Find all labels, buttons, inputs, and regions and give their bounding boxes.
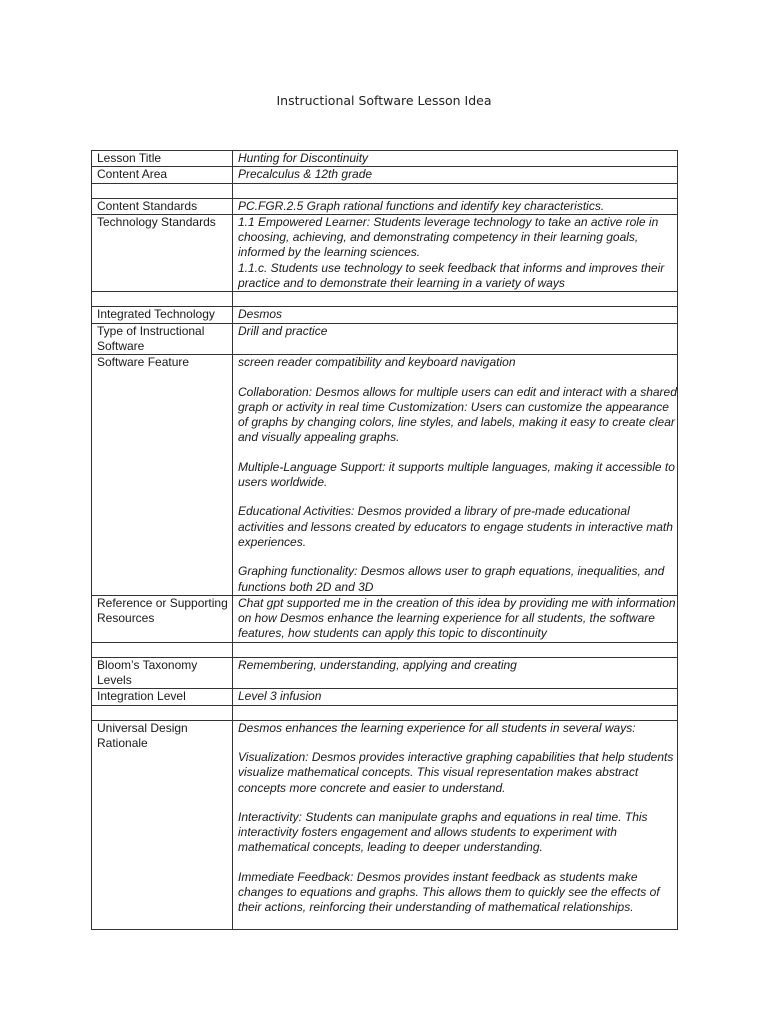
technology-standards-label: Technology Standards [92,214,233,291]
type-of-software-label: Type of Instructional Software [92,323,233,355]
blooms-taxonomy-value: Remembering, understanding, applying and creating [233,657,678,689]
reference-label: Reference or Supporting Resources [92,595,233,642]
blank-row [92,183,678,198]
universal-design-paragraph: Interactivity: Students can manipulate graphs and equations in real time. This interactivity fosters engagement and allows students to experiment with mathematical concepts, leading to deeper understanding. [238,809,648,855]
blank-row [92,705,678,720]
universal-design-value [233,720,678,929]
blank-row [92,642,678,657]
software-feature-label: Software Feature [92,355,233,596]
lesson-title-value: Hunting for Discontinuity [233,151,678,167]
software-feature-paragraph: Multiple-Language Support: it supports multiple languages, making it accessible to users worldwide. [238,459,675,490]
technology-standards-value [233,214,678,291]
content-area-label: Content Area [92,167,233,183]
row-software-feature [92,355,678,596]
software-feature-value [233,355,678,596]
integrated-technology-value: Desmos [233,307,678,323]
universal-design-paragraph: Desmos enhances the learning experience for all students in several ways: [238,720,636,735]
technology-standard-1: 1.1 Empowered Learner: Students leverage technology to take an active role in choosing, achieving, and demonstrating competency in their learning goals, informed by the learning sciences. [238,214,659,260]
integrated-technology-label: Integrated Technology [92,307,233,323]
content-standards-value: PC.FGR.2.5 Graph rational functions and identify key characteristics. [233,198,678,214]
row-lesson-title [92,151,678,167]
software-feature-paragraph: Educational Activities: Desmos provided a library of pre-made educational activities and lessons created by educators to engage students in interactive math experiences. [238,504,673,549]
content-area-value: Precalculus & 12th grade [233,167,678,183]
page-title: Instructional Software Lesson Idea [276,93,492,108]
integration-level-label: Integration Level [92,689,233,705]
row-reference [92,595,678,642]
universal-design-paragraph: Immediate Feedback: Desmos provides instant feedback as students make changes to equations and graphs. This allows them to quickly see the effects of their actions, reinforcing their understanding of mathematical relationships. [238,869,660,915]
row-universal-design [92,720,678,929]
integration-level-value: Level 3 infusion [233,689,678,705]
universal-design-label: Universal Design Rationale [92,720,233,929]
row-content-standards [92,198,678,214]
blooms-taxonomy-label: Bloom’s Taxonomy Levels [92,657,233,689]
lesson-idea-table [91,150,678,930]
software-feature-paragraph: Collaboration: Desmos allows for multiple users can edit and interact with a shared graph or activity in real time Customization: Users can customize the appearance of graphs by changing colors, line styles, and labels, making it easy to create clear and visually appealing graphs. [238,384,677,445]
reference-value: Chat gpt supported me in the creation of this idea by providing me with information on how Desmos enhance the learning experience for all students, the software features, how students can apply this topic to discontinuity [233,595,678,642]
row-content-area [92,167,678,183]
row-integration-level [92,689,678,705]
software-feature-paragraph: Graphing functionality: Desmos allows user to graph equations, inequalities, and functions both 2D and 3D [238,564,665,594]
content-standards-label: Content Standards [92,198,233,214]
type-of-software-value: Drill and practice [233,323,678,355]
row-blooms-taxonomy [92,657,678,689]
row-type-of-software [92,323,678,355]
technology-standard-2: 1.1.c. Students use technology to seek feedback that informs and improves their practice and to demonstrate their learning in a variety of ways [238,260,665,291]
lesson-title-label: Lesson Title [92,151,233,167]
row-integrated-technology [92,307,678,323]
blank-row [92,292,678,307]
software-feature-paragraph: screen reader compatibility and keyboard navigation [238,355,516,370]
universal-design-paragraph: Visualization: Desmos provides interactive graphing capabilities that help students visualize mathematical concepts. This visual representation makes abstract concepts more concrete and easier to understand. [238,749,674,795]
row-technology-standards [92,214,678,291]
